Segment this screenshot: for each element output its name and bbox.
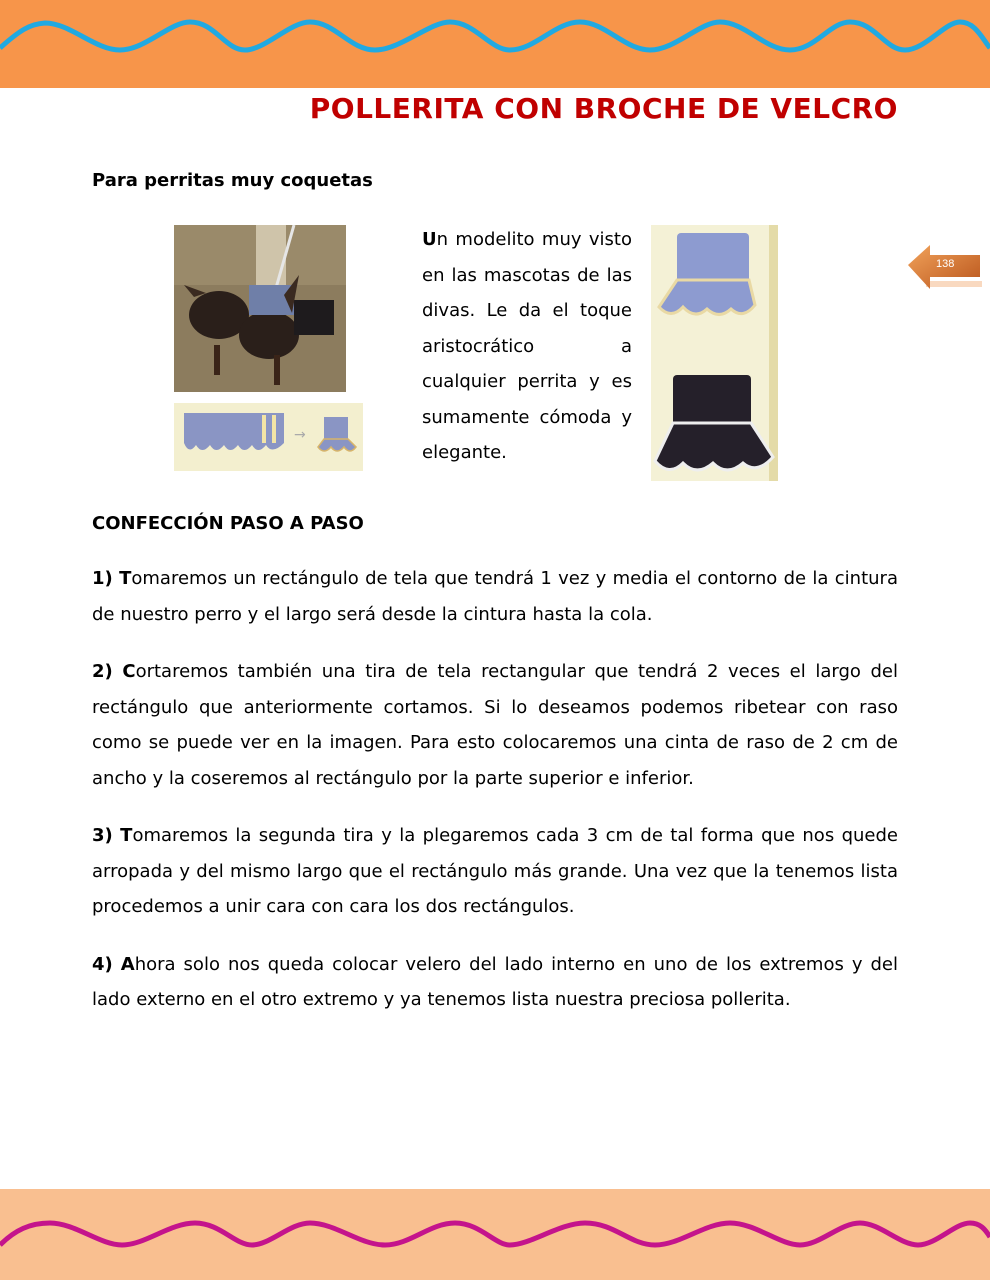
step-1	[92, 561, 898, 632]
skirt-pattern-illustration	[174, 403, 363, 471]
skirts-photo	[651, 225, 778, 481]
subtitle: Para perritas muy coquetas	[92, 170, 373, 191]
step-text: ortaremos también una tira de tela rectangular que tendrá 2 veces el largo del rectángulo que anteriormente cortamos. Si lo deseamos podemos ribetear con raso como se puede ver en la imagen. Para esto colocaremos una cinta de raso de 2 cm de ancho y la coseremos al rectángulo por la parte superior e inferior.	[92, 661, 898, 789]
step-initial: A	[120, 953, 135, 975]
step-number: 4)	[92, 953, 113, 975]
step-initial: T	[119, 568, 132, 589]
intro-paragraph	[422, 222, 632, 471]
step-4	[92, 947, 898, 1018]
step-number: 2)	[92, 661, 113, 682]
step-3	[92, 818, 898, 925]
steps-list	[92, 561, 898, 1040]
step-text: omaremos la segunda tira y la plegaremos cada 3 cm de tal forma que nos quede arropada y del mismo largo que el rectángulo más grande. Una vez que la tenemos lista procedemos a unir cara con cara los dos rectángulos.	[92, 825, 898, 917]
magenta-wave-decoration	[0, 1215, 990, 1255]
step-2	[92, 654, 898, 796]
step-text: hora solo nos queda colocar velero del lado interno en uno de los extremos y del lado externo en el otro extremo y ya tenemos lista nuestra preciosa pollerita.	[92, 953, 898, 1010]
step-number: 3)	[92, 825, 113, 846]
intro-text: n modelito muy visto en las mascotas de las divas. Le da el toque aristocrático a cualquier perrita y es sumamente cómoda y elegante.	[422, 229, 632, 463]
section-heading: CONFECCIÓN PASO A PASO	[92, 513, 364, 534]
step-initial: T	[120, 825, 133, 846]
page-title: POLLERITA CON BROCHE DE VELCRO	[309, 92, 898, 125]
blue-wave-decoration	[0, 10, 990, 60]
page-number: 138	[936, 258, 955, 270]
dogs-photo	[174, 225, 346, 392]
step-number: 1)	[92, 568, 113, 589]
svg-text:→: →	[294, 427, 306, 443]
step-text: omaremos un rectángulo de tela que tendrá 1 vez y media el contorno de la cintura de nuestro perro y el largo será desde la cintura hasta la cola.	[92, 568, 898, 625]
intro-initial: U	[422, 229, 437, 250]
step-initial: C	[122, 661, 136, 682]
